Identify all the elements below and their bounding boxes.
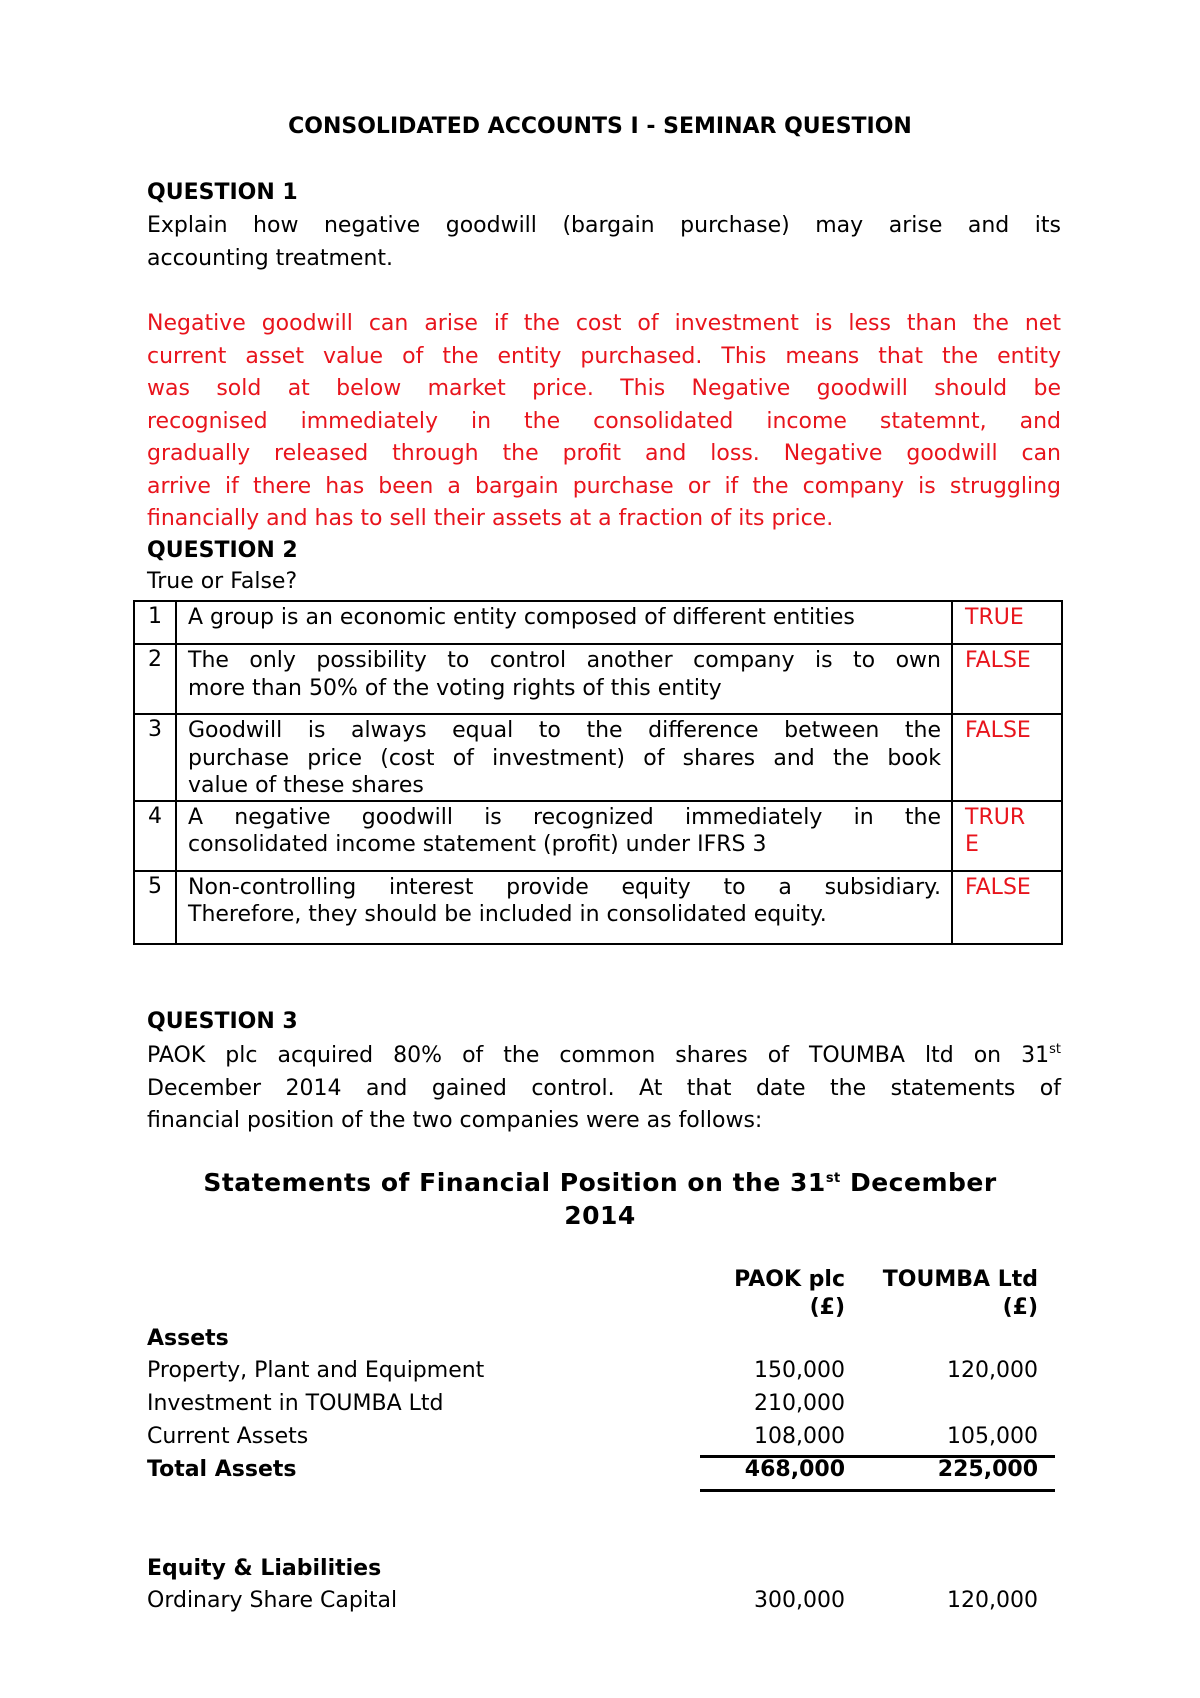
row-label-ppe: Property, Plant and Equipment xyxy=(147,1358,485,1383)
answer-line: Negative goodwill can arise if the cost of investment is less than the net xyxy=(147,311,1061,336)
question-1-heading: QUESTION 1 xyxy=(147,180,298,205)
statement-line: Goodwill is always equal to the difference between the xyxy=(188,718,941,743)
statement-line: A group is an economic entity composed of different entities xyxy=(188,605,855,630)
page-title: CONSOLIDATED ACCOUNTS I - SEMINAR QUESTION xyxy=(288,114,912,139)
answer-line: financially and has to sell their assets at a fraction of its price. xyxy=(147,506,834,531)
question-1-line: Explain how negative goodwill (bargain purchase) may arise and its xyxy=(147,213,1061,238)
answer-text: FALSE xyxy=(965,648,1031,673)
current-assets-toumba-value: 105,000 xyxy=(947,1424,1038,1449)
sfp-title-line-1 xyxy=(0,1166,1200,1199)
question-2-heading: QUESTION 2 xyxy=(147,538,298,563)
question-3-heading: QUESTION 3 xyxy=(147,1009,298,1034)
question-3-line-text: PAOK plc acquired 80% of the common shares of TOUMBA ltd on 31 xyxy=(147,1043,1050,1068)
statement-line: The only possibility to control another company is to own xyxy=(188,648,941,673)
table-row xyxy=(134,871,1062,944)
answer-text: TRUE xyxy=(965,605,1024,630)
row-label-total-assets: Total Assets xyxy=(147,1457,297,1482)
answer-cell xyxy=(952,801,1062,871)
answer-cell xyxy=(952,644,1062,714)
table-row xyxy=(134,714,1062,801)
answer-line: gradually released through the profit and loss. Negative goodwill can xyxy=(147,441,1061,466)
statement-line: Non-controlling interest provide equity to a subsidiary. xyxy=(188,874,941,900)
sfp-title xyxy=(0,1166,1200,1232)
table-row xyxy=(134,801,1062,871)
statement-line: Therefore, they should be included in consolidated equity. xyxy=(188,902,827,927)
share-capital-paok-value: 300,000 xyxy=(754,1588,845,1613)
statement-line: purchase price (cost of investment) of shares and the book xyxy=(188,745,941,771)
statement-line: value of these shares xyxy=(188,773,424,798)
question-1-line: accounting treatment. xyxy=(147,245,394,271)
investment-paok-value: 210,000 xyxy=(754,1391,845,1416)
answer-cell xyxy=(952,601,1062,644)
ppe-paok-value: 150,000 xyxy=(754,1358,845,1383)
answer-text: E xyxy=(965,832,979,857)
table-row xyxy=(134,644,1062,714)
row-number: 3 xyxy=(134,714,176,801)
statement-line: more than 50% of the voting rights of this entity xyxy=(188,675,722,701)
question-3-text xyxy=(147,1040,1061,1138)
column-header-paok: PAOK plc xyxy=(734,1267,845,1292)
row-number: 1 xyxy=(134,601,176,644)
statement-line: A negative goodwill is recognized immediately in the xyxy=(188,804,941,830)
sfp-title-text: December xyxy=(840,1168,997,1197)
true-false-table xyxy=(133,600,1063,945)
question-2-prompt: True or False? xyxy=(147,569,298,594)
question-3-line xyxy=(147,1040,1061,1073)
row-label-share-capital: Ordinary Share Capital xyxy=(147,1588,398,1613)
statement-line: consolidated income statement (profit) under IFRS 3 xyxy=(188,832,767,857)
answer-text: TRUR xyxy=(965,804,1026,830)
total-assets-paok-value: 468,000 xyxy=(744,1457,845,1482)
column-header-toumba: TOUMBA Ltd xyxy=(882,1267,1038,1292)
ordinal-suffix: st xyxy=(825,1171,841,1186)
answer-text: FALSE xyxy=(965,718,1031,743)
row-number: 5 xyxy=(134,871,176,944)
table-row xyxy=(134,601,1062,644)
equity-liabilities-heading: Equity & Liabilities xyxy=(147,1556,382,1581)
row-number: 4 xyxy=(134,801,176,871)
question-3-line: December 2014 and gained control. At that date the statements of xyxy=(147,1075,1061,1101)
question-3-line: financial position of the two companies were as follows: xyxy=(147,1108,763,1133)
total-assets-toumba-value: 225,000 xyxy=(937,1457,1038,1482)
answer-line: arrive if there has been a bargain purchase or if the company is struggling xyxy=(147,473,1061,499)
current-assets-paok-value: 108,000 xyxy=(754,1424,845,1449)
statement-cell xyxy=(176,871,952,944)
question-1-text xyxy=(147,210,1061,275)
answer-cell xyxy=(952,871,1062,944)
row-label-investment: Investment in TOUMBA Ltd xyxy=(147,1391,444,1416)
statement-cell xyxy=(176,601,952,644)
statement-cell xyxy=(176,644,952,714)
answer-line: was sold at below market price. This Negative goodwill should be xyxy=(147,376,1061,401)
answer-line: current asset value of the entity purchased. This means that the entity xyxy=(147,343,1061,369)
answer-cell xyxy=(952,714,1062,801)
question-1-answer xyxy=(147,308,1061,536)
answer-line: recognised immediately in the consolidated income statemnt, and xyxy=(147,408,1061,434)
share-capital-toumba-value: 120,000 xyxy=(947,1588,1038,1613)
statement-cell xyxy=(176,714,952,801)
assets-heading: Assets xyxy=(147,1326,229,1351)
ppe-toumba-value: 120,000 xyxy=(947,1358,1038,1383)
row-number: 2 xyxy=(134,644,176,714)
row-label-current-assets: Current Assets xyxy=(147,1424,309,1449)
column-unit-paok: (£) xyxy=(809,1295,845,1320)
sfp-title-line-2: 2014 xyxy=(564,1201,636,1230)
statement-cell xyxy=(176,801,952,871)
column-unit-toumba: (£) xyxy=(1002,1295,1038,1320)
sfp-title-text: Statements of Financial Position on the 31 xyxy=(203,1168,826,1197)
ordinal-suffix: st xyxy=(1049,1042,1061,1057)
answer-text: FALSE xyxy=(965,874,1031,900)
total-bottom-rule xyxy=(700,1489,1055,1492)
